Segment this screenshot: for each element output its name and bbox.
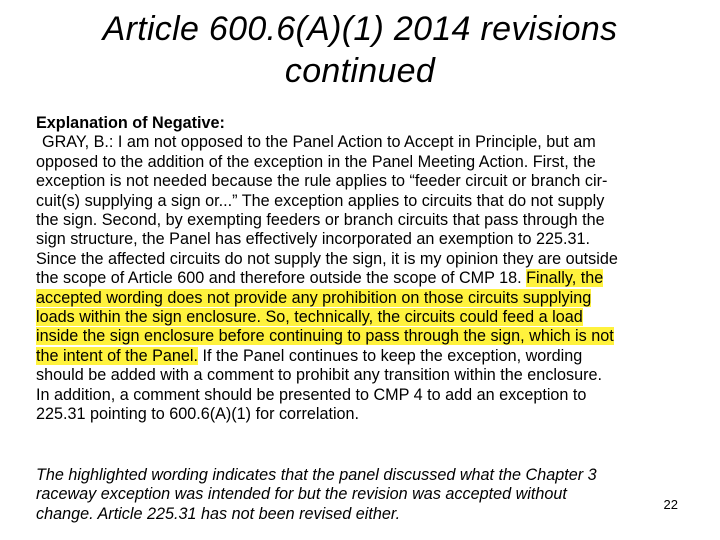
highlighted-text: Finally, the xyxy=(526,269,604,288)
explanation-line xyxy=(36,153,686,172)
explanation-text-segment: 225.31 pointing to 600.6(A)(1) for correlation. xyxy=(36,405,360,424)
explanation-text-segment: If the Panel continues to keep the exception, wording xyxy=(198,346,583,365)
explanation-text-segment: the sign. Second, by exempting feeders or branch circuits that pass through the xyxy=(36,211,605,230)
explanation-line xyxy=(36,269,686,288)
explanation-line xyxy=(36,327,686,346)
explanation-heading: Explanation of Negative: xyxy=(36,114,225,132)
note-line: The highlighted wording indicates that the panel discussed what the Chapter 3 xyxy=(36,466,597,484)
explanation-text-segment: should be added with a comment to prohibit any transition within the enclosure. xyxy=(36,366,602,385)
slide-title-line-1: Article 600.6(A)(1) 2014 revisions xyxy=(102,10,618,48)
explanation-line xyxy=(36,211,686,230)
highlighted-text: inside the sign enclosure before continuing to pass through the sign, which is not xyxy=(36,327,614,346)
highlighted-text: accepted wording does not provide any prohibition on those circuits supplying xyxy=(36,288,592,307)
note-line: change. Article 225.31 has not been revised either. xyxy=(36,504,401,523)
page-number: 22 xyxy=(663,497,678,512)
explanation-text-segment: GRAY, B.: I am not opposed to the Panel Action to Accept in Principle, but am xyxy=(42,133,596,152)
explanation-text-segment: In addition, a comment should be presented to CMP 4 to add an exception to xyxy=(36,385,587,404)
highlighted-text: the intent of the Panel. xyxy=(36,346,198,365)
explanation-line xyxy=(36,347,686,366)
explanation-line xyxy=(36,172,686,191)
explanation-text-segment: Since the affected circuits do not supply the sign, it is my opinion they are outside xyxy=(36,249,618,268)
explanation-line xyxy=(36,308,686,327)
explanation-line xyxy=(36,230,686,249)
explanation-text xyxy=(36,133,686,424)
explanation-block xyxy=(36,114,686,425)
explanation-line xyxy=(36,192,686,211)
explanation-line xyxy=(36,405,686,424)
note-line: raceway exception was intended for but the revision was accepted without xyxy=(36,485,567,504)
explanation-line xyxy=(36,289,686,308)
slide-title-line-2: continued xyxy=(284,52,436,90)
slide-title xyxy=(0,8,720,92)
explanation-text-segment: sign structure, the Panel has effectively incorporated an exemption to 225.31. xyxy=(36,230,591,249)
explanation-text-segment: opposed to the addition of the exception in the Panel Meeting Action. First, the xyxy=(36,152,596,171)
explanation-text-segment: cuit(s) supplying a sign or...” The exception applies to circuits that do not supply xyxy=(36,191,605,210)
highlighted-text: loads within the sign enclosure. So, technically, the circuits could feed a load xyxy=(36,308,583,327)
explanation-text-segment: the scope of Article 600 and therefore outside the scope of CMP 18. xyxy=(36,269,527,288)
explanation-line xyxy=(36,250,686,269)
explanation-line xyxy=(36,386,686,405)
note-block xyxy=(36,466,656,524)
explanation-line xyxy=(36,133,686,152)
explanation-text-segment: exception is not needed because the rule applies to “feeder circuit or branch cir- xyxy=(36,172,608,191)
explanation-line xyxy=(36,366,686,385)
